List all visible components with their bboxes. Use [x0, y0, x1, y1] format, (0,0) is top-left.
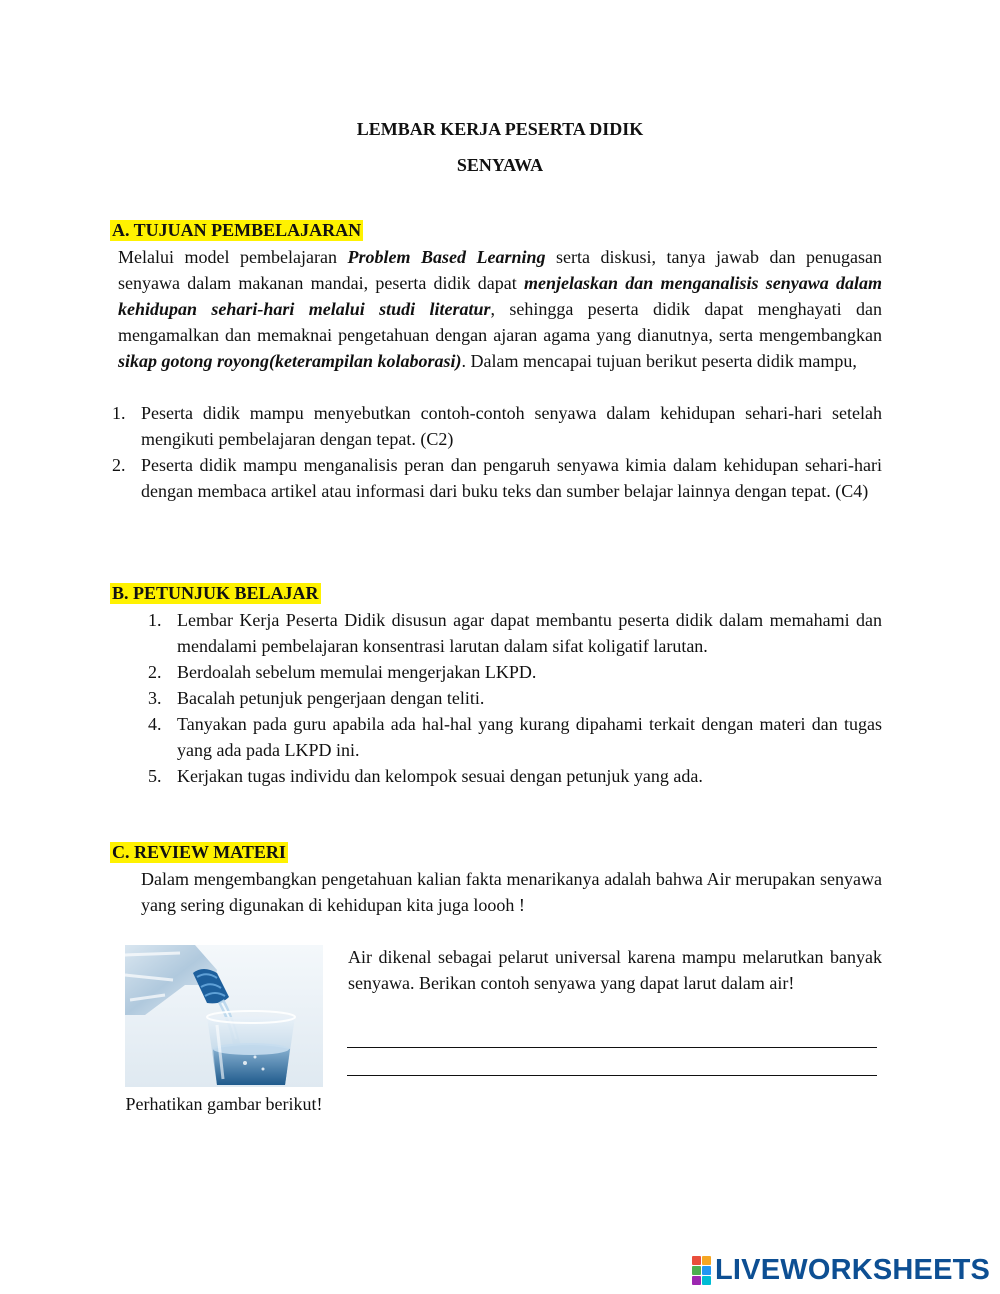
list-text: Peserta didik mampu menganalisis peran dan pengaruh senyawa kimia dalam kehidupan sehari-hari dengan membaca artikel atau informasi dari buku teks dan sumber belajar lainnya dengan tepat. (C4) [141, 455, 882, 501]
intro-goal: menjelaskan dan menganalisis senyawa dalam kehidupan sehari-hari melalui studi literatur [118, 273, 883, 319]
list-number: 1. [148, 610, 162, 630]
question-text: Air dikenal sebagai pelarut universal karena mampu melarutkan banyak senyawa. Berikan contoh senyawa yang dapat larut dalam air! [348, 947, 882, 993]
list-text: Berdoalah sebelum memulai mengerjakan LKPD. [177, 662, 537, 682]
answer-line-1[interactable] [347, 1047, 877, 1048]
answer-line-2[interactable] [347, 1075, 877, 1076]
section-a-intro [118, 244, 882, 374]
list-text: Lembar Kerja Peserta Didik disusun agar dapat membantu peserta didik dalam memahami dan mendalami pembelajaran konsentrasi larutan dalam sifat koligatif larutan. [177, 610, 882, 656]
instructions-list [148, 607, 882, 789]
section-c-heading: C. REVIEW MATERI [112, 842, 286, 862]
list-number: 4. [148, 714, 162, 734]
intro-text: , sehingga peserta didik dapat menghayati dan mengamalkan dan memaknai pengetahuan dengan ajaran agama yang dianutnya, serta mengembangkan [118, 299, 882, 345]
list-text: Tanyakan pada guru apabila ada hal-hal yang kurang dipahami terkait dengan materi dan tugas yang ada pada LKPD ini. [177, 714, 882, 760]
list-item [148, 685, 882, 711]
list-text: Bacalah petunjuk pengerjaan dengan teliti. [177, 688, 485, 708]
objectives-list [112, 400, 882, 504]
list-number: 1. [112, 403, 126, 423]
list-number: 3. [148, 688, 162, 708]
page-title: LEMBAR KERJA PESERTA DIDIK [356, 119, 644, 139]
list-number: 5. [148, 766, 162, 786]
list-item [148, 659, 882, 685]
list-number: 2. [148, 662, 162, 682]
section-a-heading: A. TUJUAN PEMBELAJARAN [112, 220, 362, 240]
intro-text: serta diskusi, tanya jawab dan penugasan senyawa dalam makanan mandai, peserta didik dapat [118, 247, 882, 293]
logo-grid-icon [692, 1256, 711, 1285]
list-text: Kerjakan tugas individu dan kelompok sesuai dengan petunjuk yang ada. [177, 766, 703, 786]
list-item [148, 607, 882, 659]
section-b-heading: B. PETUNJUK BELAJAR [112, 583, 319, 603]
list-item [112, 452, 882, 504]
water-glass-illustration [125, 945, 323, 1087]
page-subtitle: SENYAWA [456, 155, 544, 175]
intro-method: Problem Based Learning [347, 247, 546, 267]
list-text: Peserta didik mampu menyebutkan contoh-contoh senyawa dalam kehidupan sehari-hari setelah mengikuti pembelajaran dengan tepat. (C2) [141, 403, 882, 449]
list-number: 2. [112, 455, 126, 475]
logo-text: LIVEWORKSHEETS [715, 1254, 991, 1286]
list-item [148, 711, 882, 763]
liveworksheets-logo[interactable] [692, 1254, 990, 1287]
list-item [112, 400, 882, 452]
section-c-intro: Dalam mengembangkan pengetahuan kalian fakta menarikanya adalah bahwa Air merupakan senyawa yang sering digunakan di kehidupan kita juga loooh ! [141, 869, 882, 915]
intro-text: . Dalam mencapai tujuan berikut peserta didik mampu, [461, 351, 857, 371]
image-caption: Perhatikan gambar berikut! [125, 1094, 323, 1114]
intro-text: Melalui model pembelajaran [118, 247, 348, 267]
list-item [148, 763, 882, 789]
intro-attitude: sikap gotong royong(keterampilan kolaborasi) [118, 351, 462, 371]
water-pouring-image [125, 945, 323, 1087]
